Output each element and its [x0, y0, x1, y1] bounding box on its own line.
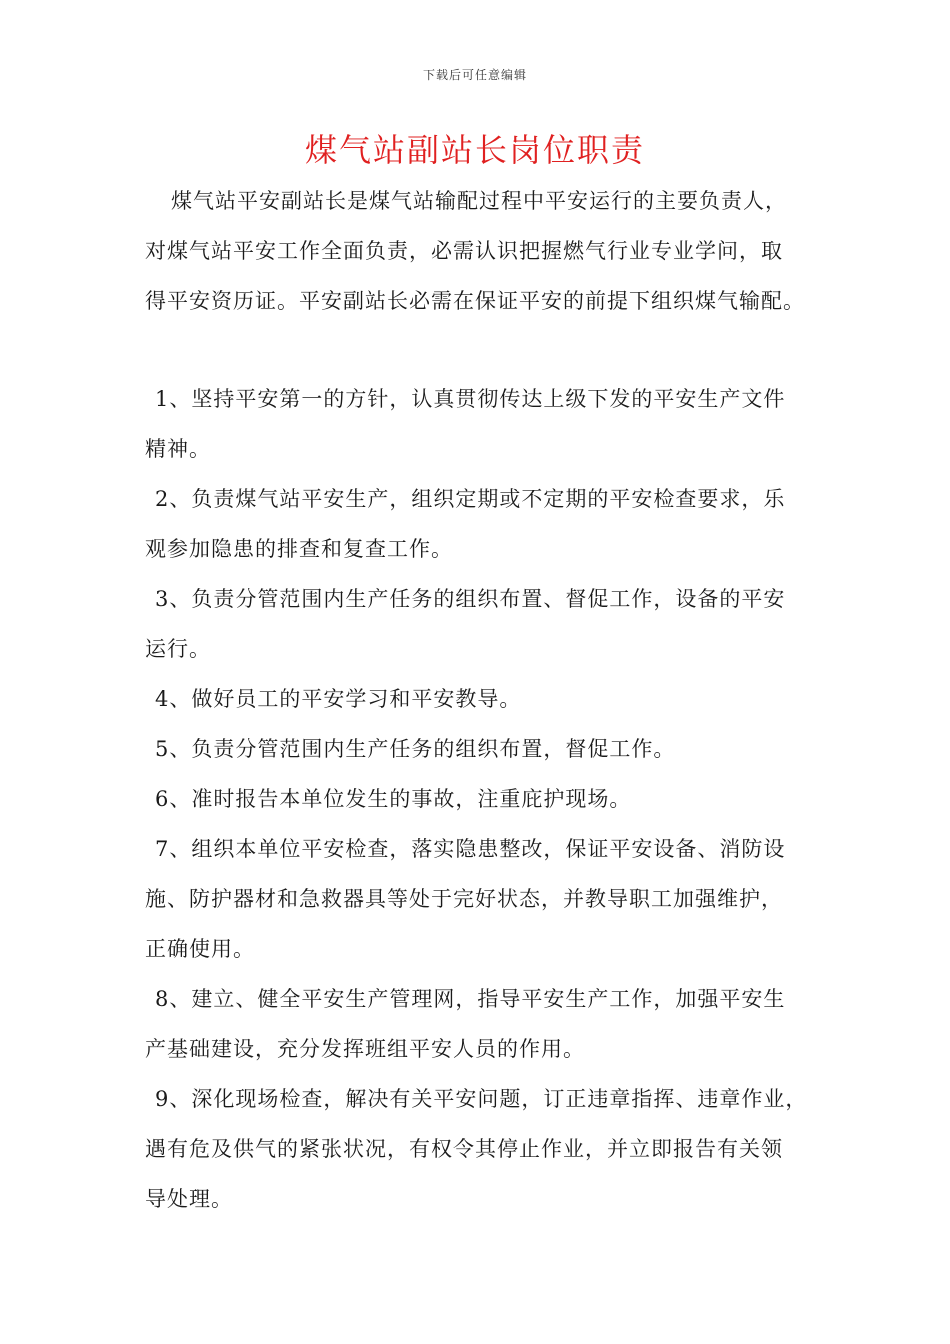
duty-line: 导处理。: [145, 1187, 233, 1211]
duty-line: 产基础建设，充分发挥班组平安人员的作用。: [145, 1037, 585, 1061]
document-title: 煤气站副站长岗位职责: [304, 131, 645, 169]
duties-list: [145, 374, 825, 1224]
duty-line: 施、防护器材和急救器具等处于完好状态，并教导职工加强维护，: [145, 887, 783, 911]
duty-line: 3、负责分管范围内生产任务的组织布置、督促工作，设备的平安: [155, 587, 786, 611]
duty-line: 5、负责分管范围内生产任务的组织布置，督促工作。: [155, 737, 676, 761]
duty-line: 1、坚持平安第一的方针，认真贯彻传达上级下发的平安生产文件: [155, 387, 786, 411]
duty-item-5: [145, 724, 825, 774]
duty-line: 8、建立、健全平安生产管理网，指导平安生产工作，加强平安生: [155, 987, 786, 1011]
duty-item-7: [145, 824, 825, 974]
intro-line: 得平安资历证。平安副站长必需在保证平安的前提下组织煤气输配。: [145, 289, 805, 313]
duty-item-6: [145, 774, 825, 824]
duty-item-1: [145, 374, 825, 474]
duty-item-2: [145, 474, 825, 574]
duty-line: 4、做好员工的平安学习和平安教导。: [155, 687, 522, 711]
intro-line: 对煤气站平安工作全面负责，必需认识把握燃气行业专业学问，取: [145, 239, 783, 263]
duty-item-9: [145, 1074, 825, 1224]
duty-line: 6、准时报告本单位发生的事故，注重庇护现场。: [155, 787, 632, 811]
duty-line: 精神。: [145, 437, 211, 461]
intro-paragraph: [145, 176, 825, 326]
duty-line: 观参加隐患的排查和复查工作。: [145, 537, 453, 561]
intro-line: 煤气站平安副站长是煤气站输配过程中平安运行的主要负责人，: [171, 189, 787, 213]
duty-line: 正确使用。: [145, 937, 255, 961]
duty-item-8: [145, 974, 825, 1074]
duty-line: 9、深化现场检查，解决有关平安问题，订正违章指挥、违章作业，: [155, 1087, 808, 1111]
duty-line: 2、负责煤气站平安生产，组织定期或不定期的平安检查要求，乐: [155, 487, 786, 511]
duty-item-4: [145, 674, 825, 724]
duty-item-3: [145, 574, 825, 674]
header-note: 下载后可任意编辑: [422, 68, 527, 82]
duty-line: 7、组织本单位平安检查，落实隐患整改，保证平安设备、消防设: [155, 837, 786, 861]
duty-line: 遇有危及供气的紧张状况，有权令其停止作业，并立即报告有关领: [145, 1137, 783, 1161]
duty-line: 运行。: [145, 637, 211, 661]
